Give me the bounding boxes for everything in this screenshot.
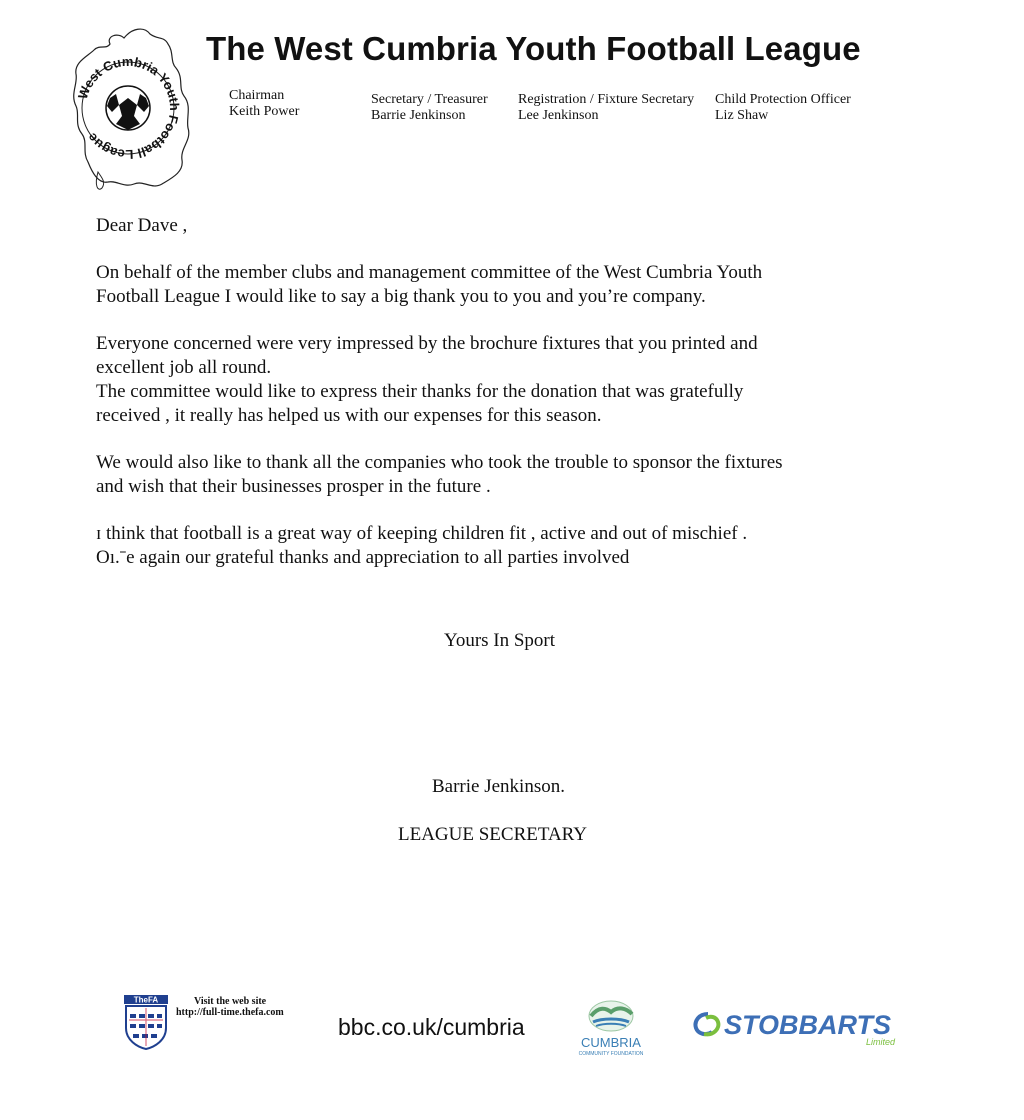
stobbarts-name: STOBBARTS bbox=[724, 1010, 892, 1040]
officer-name: Keith Power bbox=[229, 104, 300, 119]
stobbarts-subtitle: Limited bbox=[866, 1037, 896, 1047]
visit-url[interactable]: http://full-time.thefa.com bbox=[176, 1007, 284, 1018]
officer-role: Chairman bbox=[229, 88, 285, 103]
officer-chairman bbox=[229, 88, 299, 120]
paragraph-closing: ɪ think that football is a great way of keeping children fit , active and out of mischief . Oı.ˉe again our grateful thanks and appreciation to all parties involved bbox=[96, 523, 748, 568]
cumbria-foundation-logo bbox=[566, 998, 656, 1058]
logo-ring-text: West Cumbria Youth Football League bbox=[74, 53, 183, 163]
officer-role: Child Protection Officer bbox=[715, 92, 851, 107]
officer-role: Secretary / Treasurer bbox=[371, 92, 488, 107]
fa-label: TheFA bbox=[133, 995, 159, 1005]
league-title: The West Cumbria Youth Football League bbox=[206, 30, 861, 67]
league-logo bbox=[58, 22, 198, 197]
paragraph-thanks: On behalf of the member clubs and management committee of the West Cumbria Youth Football League I would like to say a big thank you to you and you’re company. bbox=[96, 262, 763, 307]
officer-name: Lee Jenkinson bbox=[518, 108, 599, 123]
letter-body bbox=[96, 214, 916, 570]
closing-line: Yours In Sport bbox=[444, 630, 556, 651]
fa-crest-icon bbox=[121, 994, 171, 1050]
cumbria-name: CUMBRIA bbox=[581, 1035, 641, 1050]
officer-name: Liz Shaw bbox=[715, 108, 769, 123]
officer-child-protection bbox=[715, 92, 851, 124]
salutation: Dear Dave , bbox=[96, 215, 188, 236]
signatory-name: Barrie Jenkinson. bbox=[432, 776, 565, 797]
bbc-cumbria-logo: bbc.co.uk/cumbria bbox=[338, 1014, 525, 1040]
visit-website-note bbox=[176, 996, 284, 1018]
officer-role: Registration / Fixture Secretary bbox=[518, 92, 695, 107]
stobbarts-swirl-icon bbox=[696, 1014, 719, 1034]
football-icon bbox=[106, 86, 150, 130]
visit-title: Visit the web site bbox=[194, 996, 267, 1007]
officer-name: Barrie Jenkinson bbox=[371, 108, 466, 123]
officer-registration bbox=[518, 92, 694, 124]
officer-secretary bbox=[371, 92, 488, 124]
paragraph-sponsors: We would also like to thank all the companies who took the trouble to sponsor the fixtures and wish that their businesses prosper in the future . bbox=[96, 452, 783, 497]
stobbarts-logo bbox=[690, 1004, 900, 1048]
signatory-title: LEAGUE SECRETARY bbox=[398, 824, 588, 845]
paragraph-brochure: Everyone concerned were very impressed by the brochure fixtures that you printed and excellent job all round. The committee would like to express their thanks for the donation that was gratefully received , it really has helped us with our expenses for this season. bbox=[96, 333, 758, 426]
cumbria-subtitle: COMMUNITY FOUNDATION bbox=[578, 1051, 644, 1057]
